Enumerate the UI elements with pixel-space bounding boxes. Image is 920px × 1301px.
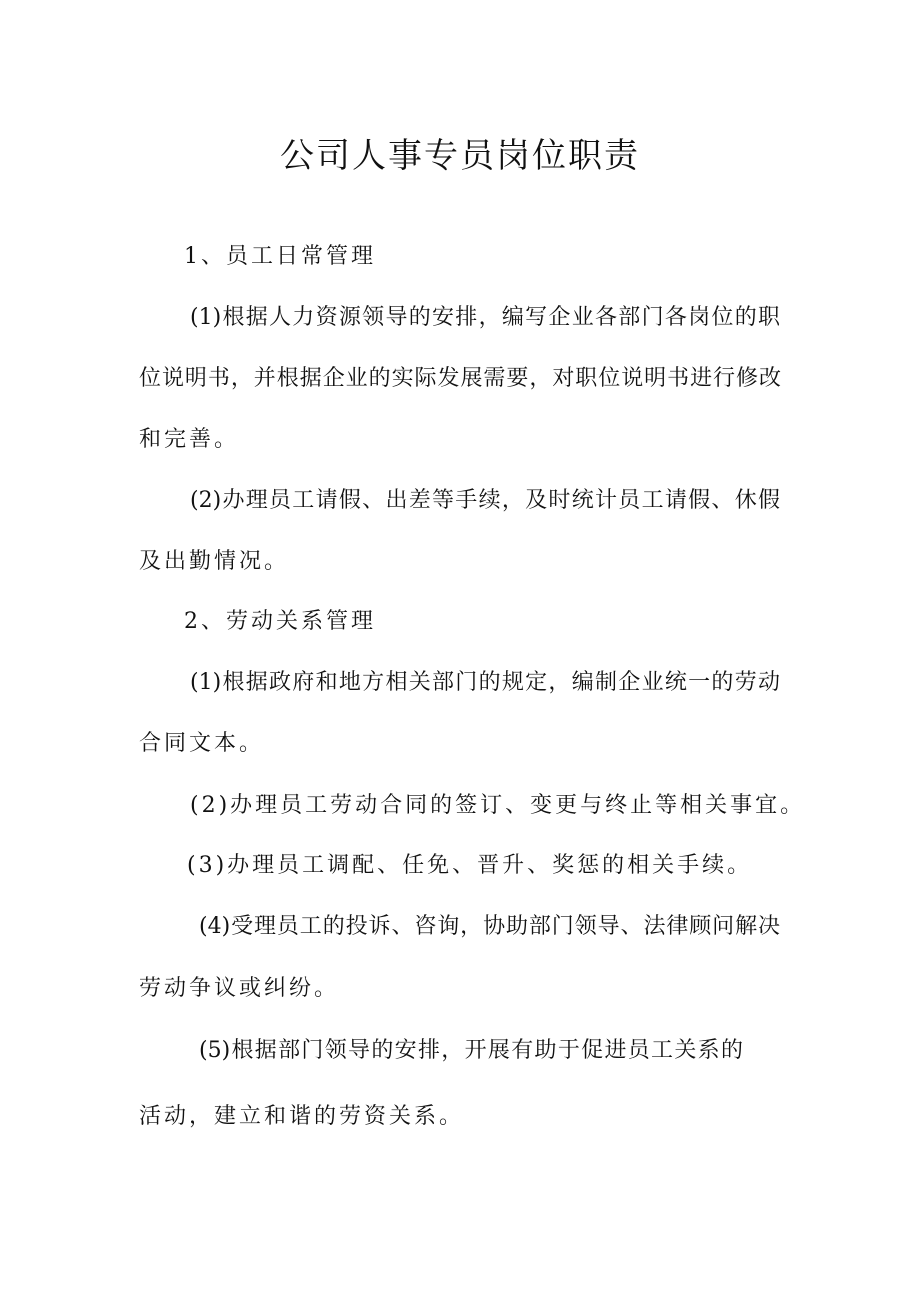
paragraph-line: (1)根据人力资源领导的安排，编写企业各部门各岗位的职 (190, 305, 780, 330)
paragraph-line: (3)办理员工调配、任免、晋升、奖惩的相关手续。 (187, 853, 753, 878)
paragraph-line: (2)办理员工请假、出差等手续，及时统计员工请假、休假 (190, 488, 780, 513)
paragraph-line: 及出勤情况。 (139, 549, 290, 574)
paragraph-line: (5)根据部门领导的安排，开展有助于促进员工关系的 (199, 1038, 743, 1063)
paragraph-line: (4)受理员工的投诉、咨询，协助部门领导、法律顾问解决 (199, 914, 780, 939)
paragraph-line: 劳动争议或纠纷。 (139, 976, 340, 1001)
section-heading-1: 1、员工日常管理 (184, 244, 376, 269)
paragraph-line: 位说明书，并根据企业的实际发展需要，对职位说明书进行修改 (139, 366, 781, 391)
paragraph-line: (1)根据政府和地方相关部门的规定，编制企业统一的劳动 (190, 670, 780, 695)
paragraph-line: 活动，建立和谐的劳资关系。 (139, 1104, 465, 1129)
paragraph-line: (2)办理员工劳动合同的签订、变更与终止等相关事宜。 (190, 793, 806, 818)
paragraph-line: 和完善。 (139, 427, 240, 452)
document-title: 公司人事专员岗位职责 (280, 136, 640, 176)
paragraph-line: 合同文本。 (139, 731, 265, 756)
section-heading-2: 2、劳动关系管理 (184, 609, 376, 634)
